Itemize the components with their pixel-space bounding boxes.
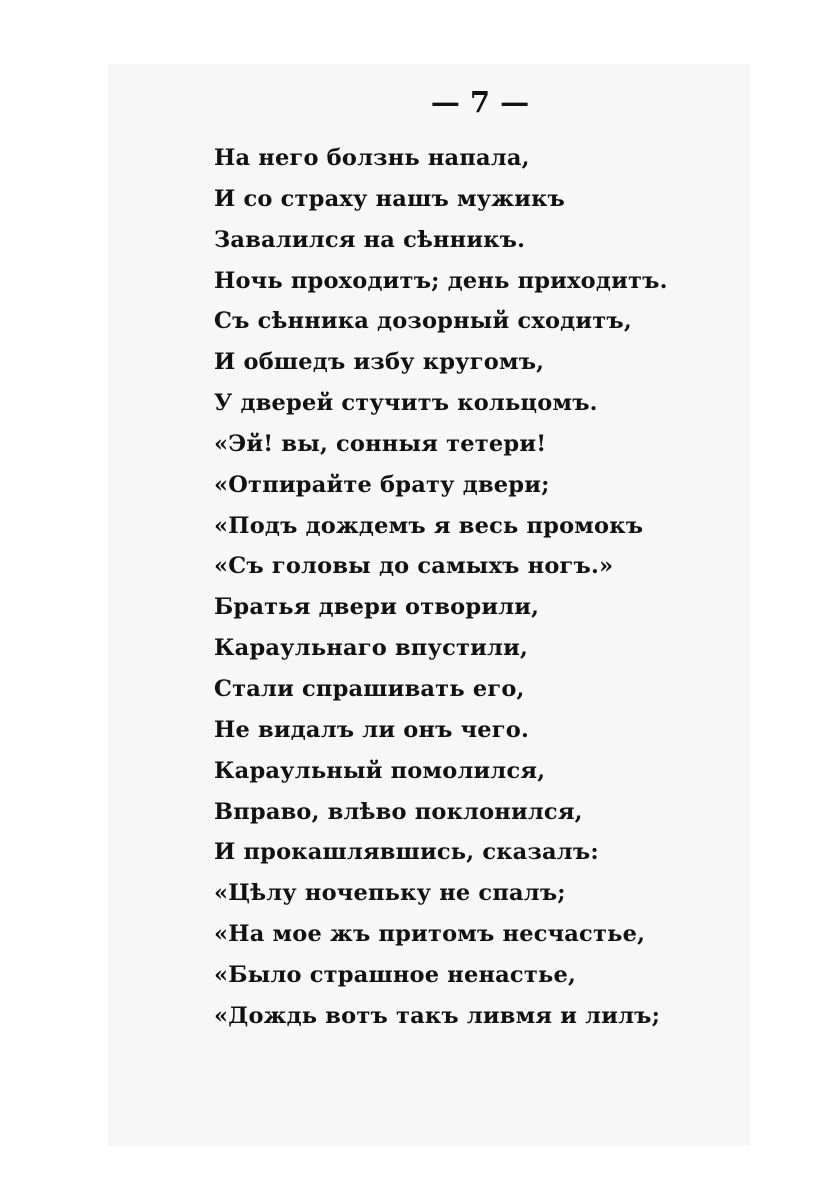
poem-line-2: И со страху нашъ мужикъ	[214, 185, 566, 212]
poem-line-4: Ночь проходитъ; день приходитъ.	[214, 267, 668, 294]
poem-line-16: Караульный помолился,	[214, 757, 546, 784]
poem-line-10: «Подъ дождемъ я весь промокъ	[214, 512, 644, 539]
poem-line-7: У дверей стучитъ кольцомъ.	[214, 390, 598, 417]
poem-line-13: Караульнаго впустили,	[214, 635, 528, 662]
poem-line-19: «Цѣлу ночепьку не спалъ;	[214, 880, 566, 907]
poem-text	[214, 138, 714, 1037]
page-number: — 7 —	[430, 85, 530, 119]
poem-line-12: Братья двери отворили,	[214, 594, 540, 621]
poem-line-21: «Было страшное ненастье,	[214, 961, 576, 988]
poem-line-9: «Отпирайте брату двери;	[214, 471, 550, 498]
poem-line-6: И обшедъ избу кругомъ,	[214, 349, 545, 376]
poem-line-20: «На мое жъ притомъ несчастье,	[214, 921, 646, 948]
poem-line-3: Завалился на сѣнникъ.	[214, 226, 526, 253]
poem-line-15: Не видалъ ли онъ чего.	[214, 716, 530, 743]
poem-line-5: Съ сѣнника дозорный сходитъ,	[214, 308, 632, 335]
poem-line-14: Стали спрашивать его,	[214, 675, 525, 702]
poem-line-11: «Съ головы до самыхъ ногъ.»	[214, 553, 614, 580]
poem-line-8: «Эй! вы, сонныя тетери!	[214, 430, 547, 457]
poem-line-18: И прокашлявшись, сказалъ:	[214, 839, 599, 866]
poem-line-1: На него болзнь напала,	[214, 145, 530, 171]
poem-line-17: Вправо, влѣво поклонился,	[214, 798, 583, 825]
poem-line-22: «Дождь вотъ такъ ливмя и лилъ;	[214, 1002, 661, 1029]
